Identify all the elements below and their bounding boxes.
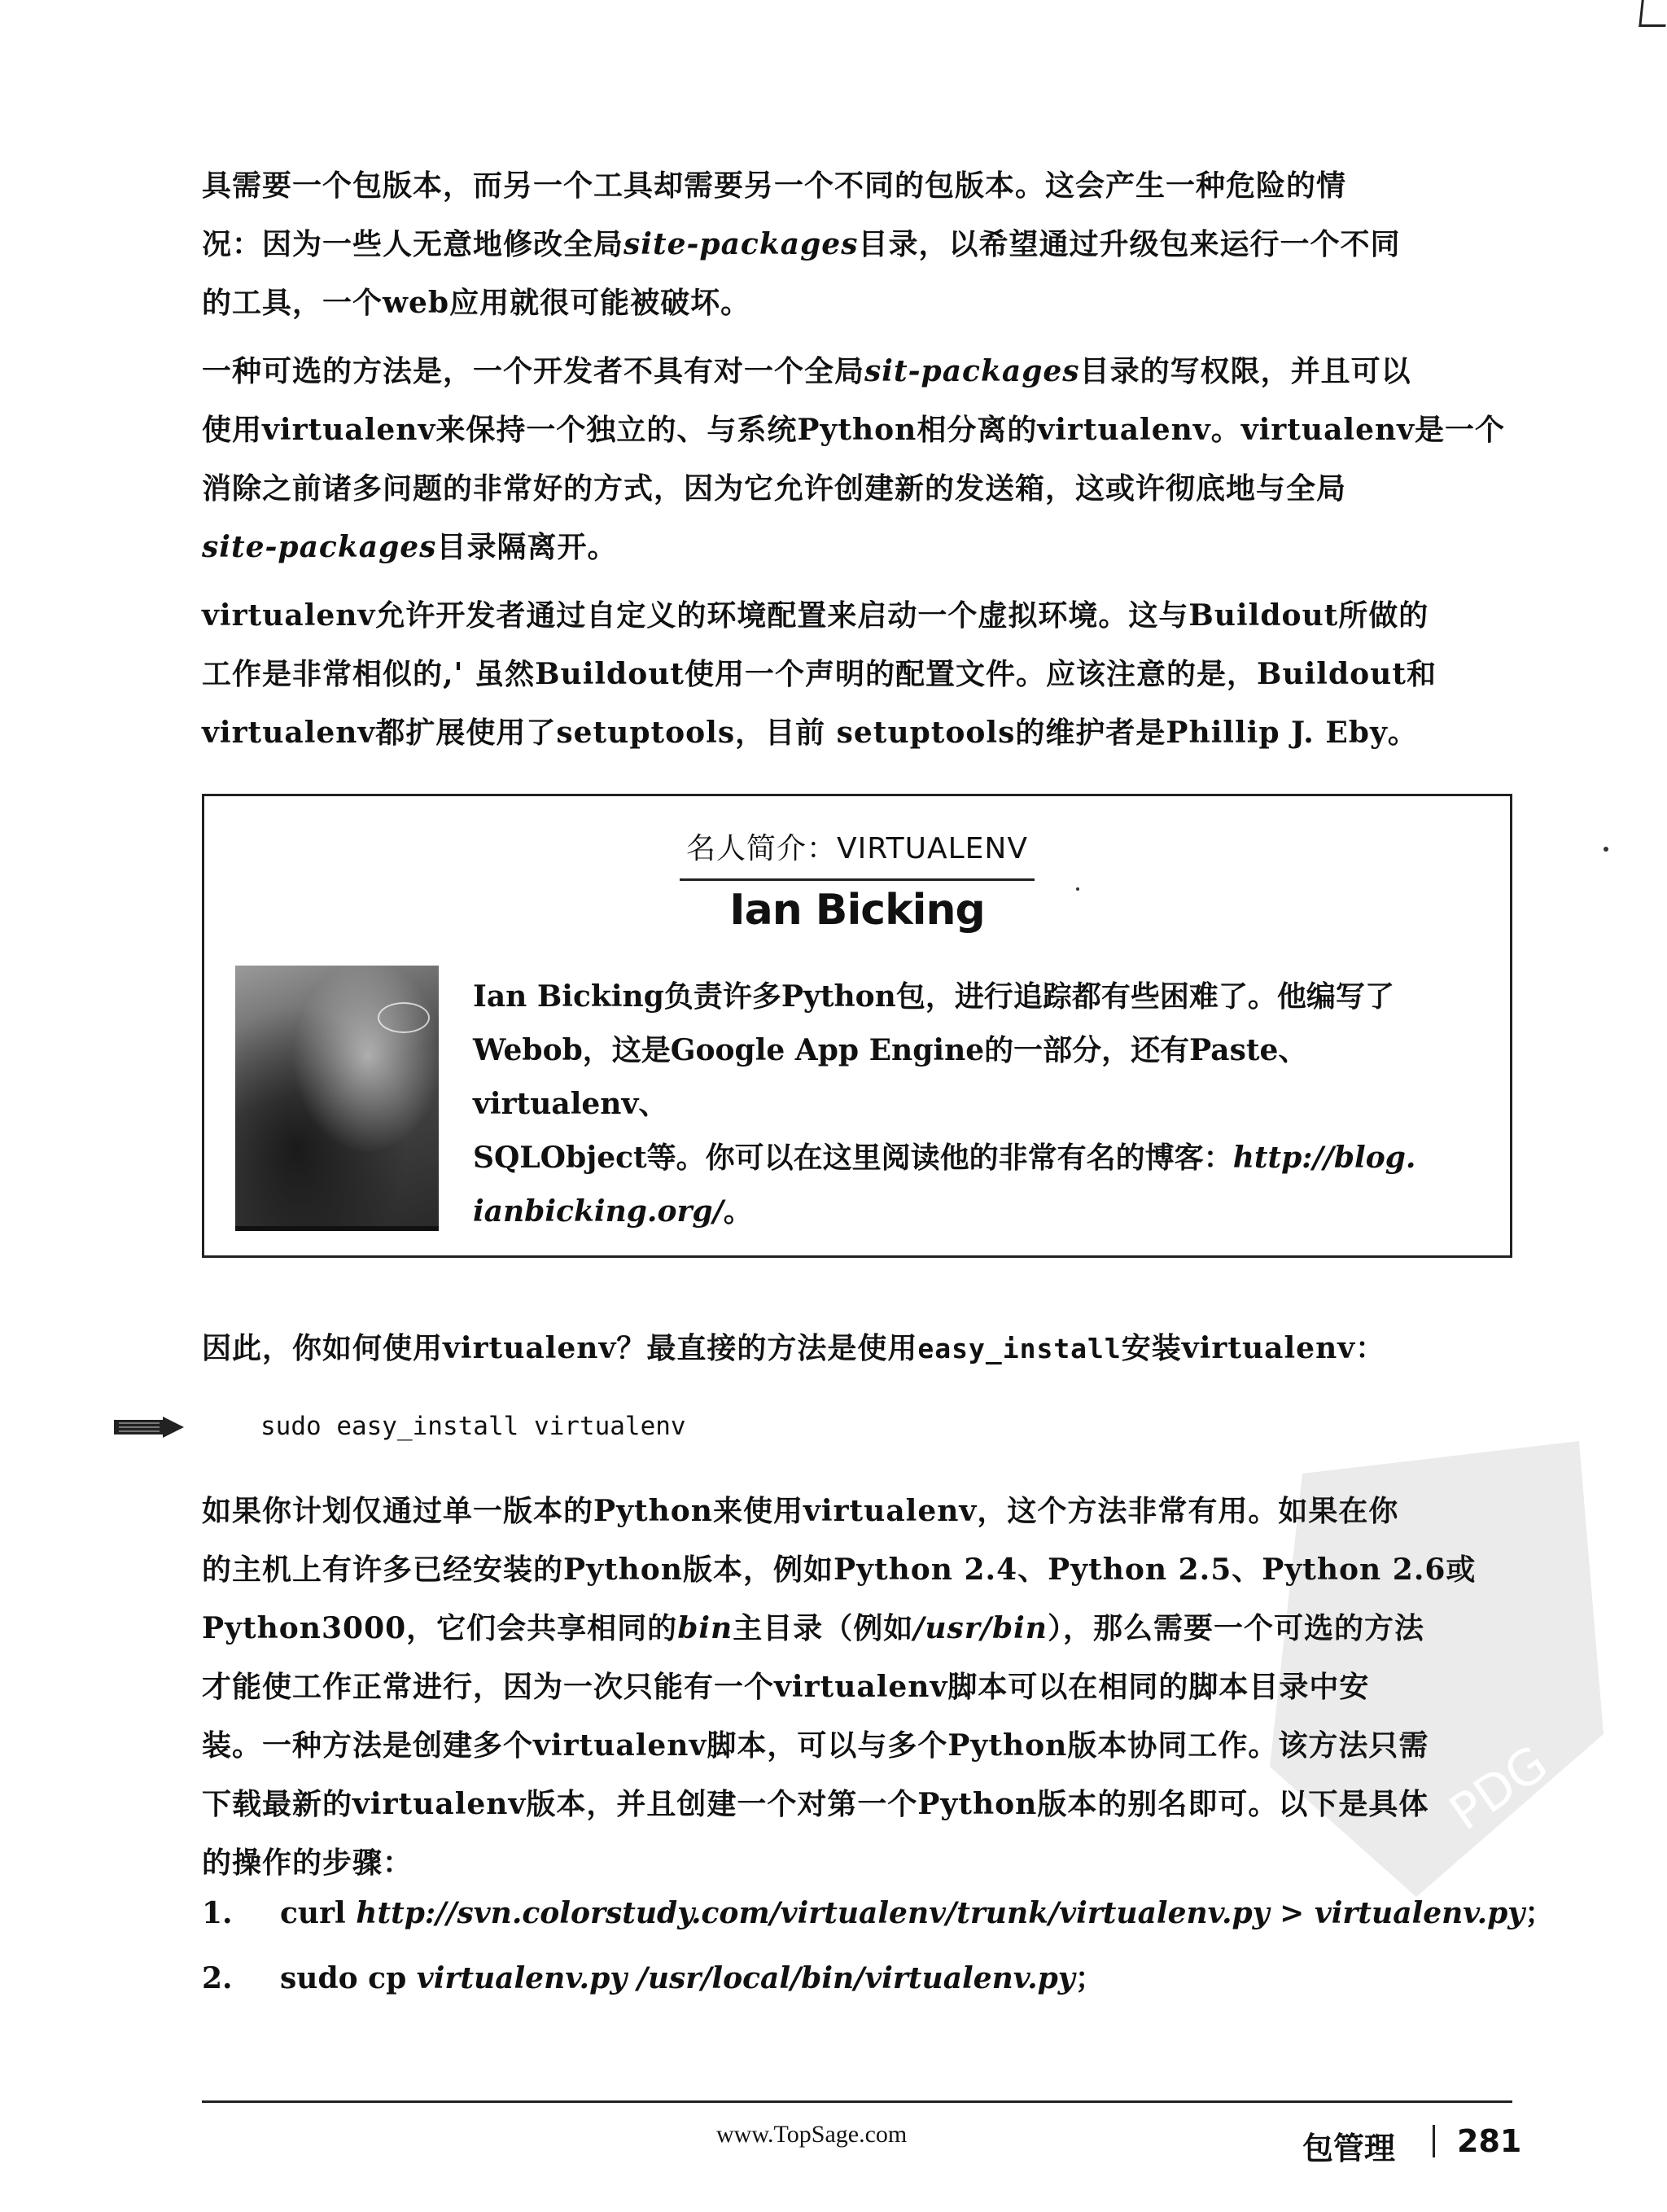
p5-line-1: 如果你计划仅通过单一版本的Python来使用virtualenv，这个方法非常有用。如果在你 [202,1494,1399,1528]
paragraph-5 [202,1482,1512,1892]
paragraph-4 [202,1319,1512,1378]
p5-emphasis-bin: bin [677,1611,733,1645]
step-number: 2. [202,1961,233,1995]
footer-site: www.TopSage.com [716,2121,908,2148]
p2-line-3: 消除之前诸多问题的非常好的方式，因为它允许创建新的发送箱，这或许彻底地与全局 [202,471,1347,506]
p1-emphasis: site-packages [623,227,859,261]
profile-sidebar [202,794,1512,1258]
p5-line-5: 装。一种方法是创建多个virtualenv脚本，可以与多个Python版本协同工作。该方法只需 [202,1728,1429,1763]
bio-line-1: Ian Bicking负责许多Python包，进行追踪都有些困难了。他编写了 [473,979,1394,1014]
p4-line-1: 因此，你如何使用virtualenv？最直接的方法是使用easy_install安装virtualenv： [202,1331,1386,1365]
step-path: virtualenv.py /usr/local/bin/virtualenv.py [416,1961,1075,1995]
step-output-file: virtualenv.py [1314,1896,1525,1930]
inline-code: easy_install [917,1333,1122,1364]
code-command: sudo easy_install virtualenv [260,1412,686,1441]
scan-speck [1604,847,1608,852]
paragraph-3 [202,586,1512,762]
step-number: 1. [202,1896,233,1930]
p2-emphasis-2: site-packages [202,530,437,564]
bio-line-4: ianbicking.org/。 [473,1194,753,1229]
watermark-label: PDG [1439,1735,1559,1842]
p3-line-2: 工作是非常相似的,' 虽然Buildout使用一个声明的配置文件。应该注意的是，Buildout和 [202,657,1437,691]
footer-separator [1433,2125,1435,2157]
page-number: 281 [1457,2123,1522,2159]
bio-line-3: SQLObject等。你可以在这里阅读他的非常有名的博客：http://blog. [473,1141,1416,1175]
profile-name: Ian Bicking [729,886,985,935]
scan-speck [1076,887,1079,891]
paragraph-2 [202,342,1512,576]
profile-heading: 名人简介：VIRTUALENV [204,826,1510,881]
p5-line-3: Python3000，它们会共享相同的bin主目录（例如/usr/bin），那么需要一个可选的方法 [202,1611,1424,1645]
bio-line-2: Webob，这是Google App Engine的一部分，还有Paste、virtualenv、 [473,1033,1308,1121]
p5-emphasis-path: /usr/bin [913,1611,1048,1645]
step-url: http://svn.colorstudy.com/virtualenv/trunk/virtualenv.py [356,1896,1270,1930]
p2-emphasis: sit-packages [864,354,1080,388]
step-2: 2. sudo cp virtualenv.py /usr/local/bin/virtualenv.py； [202,1954,1105,2003]
p5-line-4: 才能使工作正常进行，因为一次只能有一个virtualenv脚本可以在相同的脚本目录中安 [202,1670,1370,1704]
p3-line-1: virtualenv允许开发者通过自定义的环境配置来启动一个虚拟环境。这与Buildout所做的 [202,598,1429,633]
footer-rule [202,2100,1512,2103]
paragraph-1 [202,156,1512,332]
p2-line-4: site-packages目录隔离开。 [202,530,618,564]
p2-line-2: 使用virtualenv来保持一个独立的、与系统Python相分离的virtualenv。virtualenv是一个 [202,413,1506,447]
corner-mark [1639,0,1667,27]
blog-url-part-2: ianbicking.org/ [473,1194,724,1229]
p1-line-1: 具需要一个包版本，而另一个工具却需要另一个不同的包版本。这会产生一种危险的情 [202,169,1347,203]
arrow-icon [114,1417,184,1438]
p1-line-3: 的工具，一个web应用就很可能被破坏。 [202,286,751,320]
p3-line-3: virtualenv都扩展使用了setuptools，目前 setuptools的维护者是Phillip J. Eby。 [202,716,1418,750]
p2-line-1: 一种可选的方法是，一个开发者不具有对一个全局sit-packages目录的写权限，并且可以 [202,354,1411,388]
p5-line-6: 下载最新的virtualenv版本，并且创建一个对第一个Python版本的别名即可。以下是具体 [202,1787,1429,1821]
footer-chapter-title: 包管理 [1302,2131,1396,2166]
profile-photo [235,966,439,1231]
blog-url-part-1: http://blog. [1232,1141,1416,1175]
step-1: 1. curl http://svn.colorstudy.com/virtualenv/trunk/virtualenv.py > virtualenv.py； [202,1889,1554,1938]
p1-line-2: 况：因为一些人无意地修改全局site-packages目录，以希望通过升级包来运行一个不同 [202,227,1401,261]
glasses-icon [378,1002,430,1033]
profile-bio [473,970,1482,1238]
p5-line-7: 的操作的步骤： [202,1846,413,1880]
p5-line-2: 的主机上有许多已经安装的Python版本，例如Python 2.4、Python 2.5、Python 2.6或 [202,1553,1477,1587]
